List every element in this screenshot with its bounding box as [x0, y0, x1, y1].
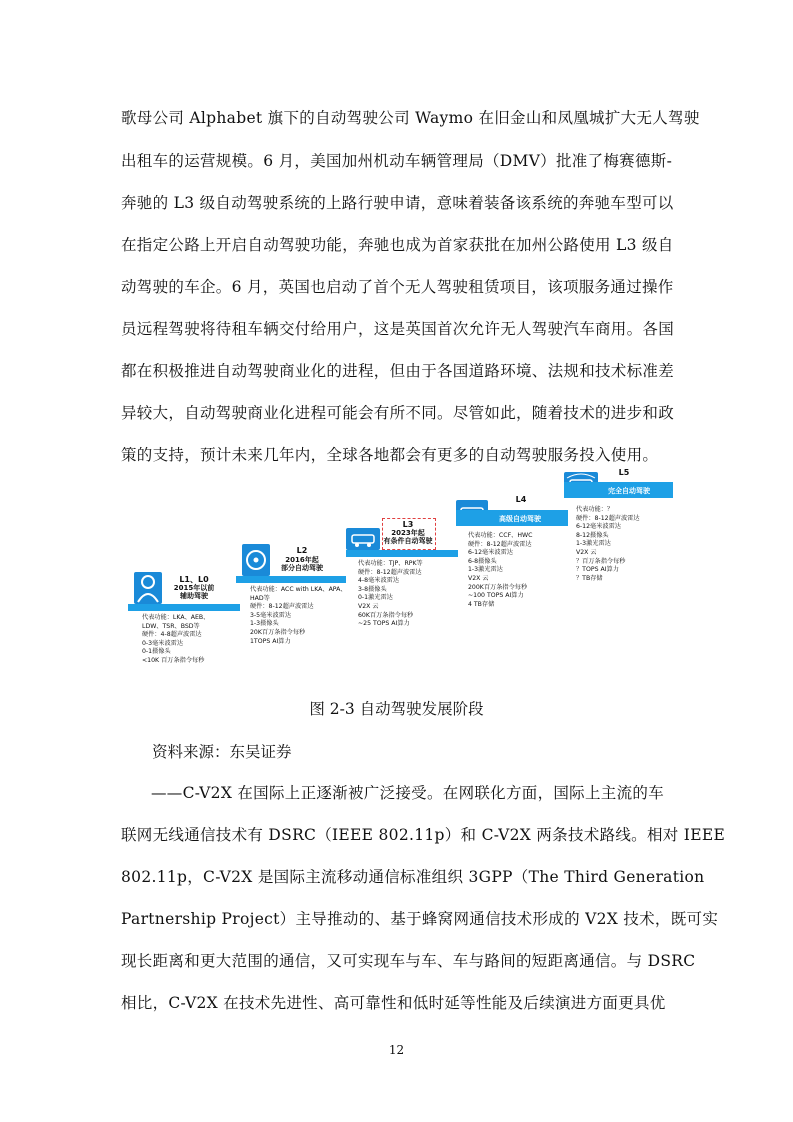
stage-detail-line: 200K百万条指令每秒 [468, 583, 528, 591]
stage-l5 [564, 466, 673, 626]
stage-detail-line: 代表功能：CCF、HWC [468, 532, 533, 539]
stage-level: L3 [402, 520, 414, 529]
stage-l3 [346, 516, 458, 656]
stage-detail-line: V2X 云 [468, 574, 489, 582]
page-number: 12 [388, 1043, 405, 1057]
stage-title [164, 584, 224, 600]
stage-detail-line: 4 TB存储 [468, 600, 495, 608]
stage-detail-line: ？百万条指令每秒 [576, 557, 626, 565]
stage-title [272, 556, 332, 572]
stage-bar [128, 604, 240, 611]
stage-detail-line: 0-1激光雷达 [358, 594, 393, 602]
stage-details [576, 506, 640, 583]
figure-caption: 图 2-3 自动驾驶发展阶段 [309, 700, 484, 718]
stage-detail-line: 代表功能：LKA、AEB、 [142, 614, 210, 621]
figure-source: 资料来源：东吴证券 [152, 743, 292, 761]
text-line: 歌母公司 Alphabet 旗下的自动驾驶公司 Waymo 在旧金山和凤凰城扩大无人驾驶 [121, 109, 700, 127]
stage-detail-line: 代表功能：TJP、RPK等 [358, 560, 423, 567]
stage-year: 2015年以前 [173, 584, 215, 592]
driver-icon [134, 572, 162, 604]
stage-year: 2016年起 [285, 556, 319, 564]
stage-details [142, 614, 209, 666]
text-line: 在指定公路上开启自动驾驶功能，奔驰也成为首家获批在加州公路使用 L3 级自 [121, 236, 674, 254]
stage-detail-line: 0-3毫米波雷达 [142, 639, 184, 647]
stage-bar [236, 576, 346, 583]
text-line: 现长距离和更大范围的通信，又可实现车与车、车与路间的短距离通信。与 DSRC [121, 952, 696, 970]
stage-l1-l0 [128, 572, 240, 687]
stage-l2 [236, 544, 346, 674]
stage-detail-line: 代表功能：ACC with LKA、APA、 [250, 586, 347, 593]
stage-detail-line: 6-12毫米波雷达 [576, 523, 621, 531]
stage-detail-line: 代表功能：？ [576, 506, 614, 513]
text-line: 策的支持，预计未来几年内，全球各地都会有更多的自动驾驶服务投入使用。 [121, 446, 659, 464]
stage-detail-line: 硬件：8-12超声波雷达 [468, 540, 532, 548]
stage-detail-line: ？TOPS AI算力 [576, 566, 619, 574]
stage-details [358, 560, 423, 629]
stage-detail-line: 20K百万条指令每秒 [250, 628, 306, 636]
stage-detail-line: V2X 云 [358, 602, 379, 610]
stage-details [468, 532, 532, 609]
text-line: 联网无线通信技术有 DSRC（IEEE 802.11p）和 C-V2X 两条技术路线。相对 IEEE [121, 826, 726, 844]
stage-name: 有条件自动驾驶 [383, 537, 433, 545]
stage-level: L1、L0 [179, 575, 209, 584]
text-line: 都在积极推进自动驾驶商业化的进程，但由于各国道路环境、法规和技术标准差 [121, 362, 675, 380]
stage-detail-line: 1TOPS AI算力 [250, 637, 291, 645]
stage-title: 完全自动驾驶 [608, 487, 650, 495]
stage-year: 2023年起 [391, 529, 425, 537]
stage-detail-line: 硬件：8-12超声波雷达 [250, 603, 314, 611]
text-line: 802.11p，C-V2X 是国际主流移动通信标准组织 3GPP（The Third Generation [121, 868, 705, 886]
stage-detail-line: V2X 云 [576, 548, 597, 556]
stage-name: 辅助驾驶 [180, 592, 208, 600]
stage-title: 高级自动驾驶 [499, 515, 541, 523]
stage-detail-line: 60K百万条指令每秒 [358, 611, 414, 619]
autonomous-driving-stages-figure [128, 462, 673, 687]
stage-detail-line: ？TB存储 [576, 574, 603, 582]
stage-detail-line: ~100 TOPS AI算力 [468, 592, 524, 600]
stage-detail-line: 硬件：8-12超声波雷达 [358, 568, 422, 576]
stage-detail-line: ~25 TOPS AI算力 [358, 620, 410, 628]
text-line: 出租车的运营规模。6 月，美国加州机动车辆管理局（DMV）批准了梅赛德斯- [121, 152, 673, 170]
text-line: 员远程驾驶将待租车辆交付给用户，这是英国首次允许无人驾驶汽车商用。各国 [121, 320, 675, 338]
text-line: 相比，C-V2X 在技术先进性、高可靠性和低时延等性能及后续演进方面更具优 [121, 994, 666, 1012]
text-line: 异较大，自动驾驶商业化进程可能会有所不同。尽管如此，随着技术的进步和政 [121, 404, 675, 422]
stage-bar [346, 550, 458, 557]
stage-detail-line: 6-8摄像头 [468, 557, 497, 565]
stage-detail-line: LDW、TSR、BSD等 [142, 622, 200, 630]
stage-detail-line: 8-12摄像头 [576, 531, 609, 539]
stage-detail-line: 硬件：4-8超声波雷达 [142, 631, 202, 639]
stage-title [382, 529, 434, 545]
stage-l4 [456, 492, 568, 642]
text-line: 动驾驶的车企。6 月，英国也启动了首个无人驾驶租赁项目，该项服务通过操作 [121, 278, 674, 296]
stage-detail-line: 3-5毫米波雷达 [250, 611, 292, 619]
stage-name: 部分自动驾驶 [281, 564, 323, 572]
stage-detail-line: 硬件：8-12超声波雷达 [576, 514, 640, 522]
steering-icon [242, 544, 270, 576]
stage-detail-line: 1-3激光雷达 [576, 540, 611, 548]
text-line: ——C-V2X 在国际上正逐渐被广泛接受。在网联化方面，国际上主流的车 [151, 784, 664, 802]
stage-level: L2 [296, 546, 308, 555]
stage-detail-line: <10K 百万条指令每秒 [142, 656, 205, 664]
stage-detail-line: HAD等 [250, 594, 270, 602]
stage-level: L5 [618, 468, 630, 477]
stage-detail-line: 0-1摄像头 [142, 648, 171, 656]
car-icon [346, 528, 380, 550]
stage-details [250, 586, 347, 646]
stage-detail-line: 6-12毫米波雷达 [468, 549, 513, 557]
text-line: Partnership Project）主导推动的、基于蜂窝网通信技术形成的 V2X 技术，既可实 [121, 910, 719, 928]
stage-detail-line: 1-3摄像头 [250, 620, 279, 628]
stage-detail-line: 4-8毫米波雷达 [358, 577, 400, 585]
stage-detail-line: 3-8摄像头 [358, 585, 387, 593]
stage-level: L4 [515, 495, 527, 504]
text-line: 奔驰的 L3 级自动驾驶系统的上路行驶申请，意味着装备该系统的奔驰车型可以 [121, 194, 674, 212]
stage-detail-line: 1-3激光雷达 [468, 566, 503, 574]
